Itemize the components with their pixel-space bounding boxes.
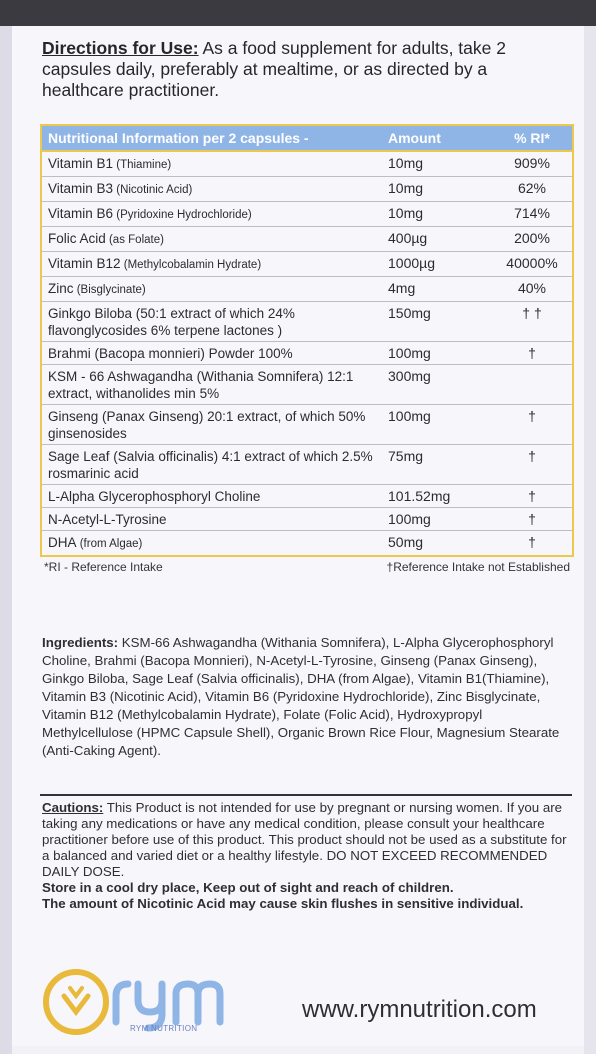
nutrient-note: (as Folate): [105, 234, 164, 246]
nutrient-amount: 75mg: [388, 448, 424, 464]
logo-caption: RYM NUTRITION: [130, 1024, 198, 1033]
ingredients-section: [42, 634, 572, 760]
nutrient-amount: 10mg: [388, 205, 424, 221]
nutrient-label: Vitamin B12: [48, 256, 121, 271]
nutrient-amount: 1000µg: [388, 255, 435, 271]
table-row: [42, 404, 572, 444]
nutrient-amount: 10mg: [388, 180, 424, 196]
nutrient-label: Folic Acid: [48, 231, 106, 246]
nutrient-name: [42, 445, 388, 484]
brand-logo: [42, 966, 232, 1040]
nutrient-ri: †: [528, 345, 536, 361]
directions-heading: Directions for Use:: [42, 38, 199, 58]
nutrient-label: N-Acetyl-L-Tyrosine: [48, 512, 167, 527]
nutrient-amount: 100mg: [388, 511, 431, 527]
ingredients-heading: Ingredients:: [42, 635, 119, 650]
nutrient-name: [42, 508, 388, 530]
table-row: [42, 444, 572, 484]
nutrient-label: Ginkgo Biloba (50:1 extract of which 24% flavonglycosides 6% terpene lactones ): [48, 306, 295, 338]
nutrient-note: (Nicotinic Acid): [113, 184, 193, 196]
table-row: [42, 176, 572, 201]
nutrient-ri: 40%: [517, 280, 547, 296]
nutrient-amount: 400µg: [388, 230, 428, 246]
nutrient-amount: 101.52mg: [388, 488, 451, 504]
nutrient-label: Ginseng (Panax Ginseng) 20:1 extract, of which 50% ginsenosides: [48, 409, 366, 441]
table-row: [42, 301, 572, 341]
header-ri: % RI*: [514, 130, 550, 146]
nutrient-label: L-Alpha Glycerophosphoryl Choline: [48, 489, 261, 504]
cautions-text: This Product is not intended for use by pregnant or nursing women. If you are taking any medications or have any medical condition, please consult your healthcare practitioner before use of this product. This product should not be used as a substitute for a balanced and varied diet or a healthy lifestyle. DO NOT EXCEED RECOMMENDED DAILY DOSE.: [42, 800, 567, 879]
divider: [40, 794, 572, 796]
ingredients-text: KSM-66 Ashwagandha (Withania Somnifera), L-Alpha Glycerophosphoryl Choline, Brahmi (Bacopa Monnieri), N-Acetyl-L-Tyrosine, Ginseng (Panax Ginseng), Ginkgo Biloba, Sage Leaf (Salvia officinalis), DHA (from Algae), Vitamin B1(Thiamine), Vitamin B3 (Nicotinic Acid), Vitamin B6 (Pyridoxine Hydrochloride), Zinc Bisglycinate, Vitamin B12 (Methylcobalamin Hydrate), Folate (Folic Acid), Hydroxypropyl Methylcellulose (HPMC Capsule Shell), Organic Brown Rice Flour, Magnesium Stearate (Anti-Caking Agent).: [42, 635, 560, 758]
table-row: [42, 341, 572, 364]
nutrient-name: [42, 227, 388, 251]
left-edge: [0, 26, 12, 1054]
nutrient-ri: 40000%: [506, 255, 558, 271]
nutrient-amount: 300mg: [388, 368, 431, 384]
nutrient-name: [42, 277, 388, 301]
nutrient-ri: 909%: [514, 155, 550, 171]
niacin-warning: The amount of Nicotinic Acid may cause skin flushes in sensitive individual.: [42, 896, 524, 911]
nutrient-amount: 10mg: [388, 155, 424, 171]
nutrient-name: [42, 202, 388, 226]
nutrition-table-body: [42, 150, 572, 555]
nutrient-name: [42, 177, 388, 201]
nutrition-table-header: [42, 126, 572, 150]
nutrient-ri: † †: [522, 305, 542, 321]
nutrient-name: [42, 531, 388, 555]
table-row: [42, 484, 572, 507]
directions-text: As a food supplement for adults, take 2 capsules daily, preferably at mealtime, or as directed by a healthcare practitioner.: [42, 38, 506, 100]
table-row: [42, 201, 572, 226]
right-edge: [584, 26, 596, 1054]
nutrient-note: (Methylcobalamin Hydrate): [120, 259, 262, 271]
nutrient-ri: †: [528, 488, 536, 504]
table-row: [42, 150, 572, 176]
nutrient-name: [42, 302, 388, 341]
nutrient-amount: 50mg: [388, 534, 424, 550]
nutrient-amount: 150mg: [388, 305, 431, 321]
nutrient-name: [42, 342, 388, 364]
product-label: [12, 26, 584, 1046]
nutrient-label: Sage Leaf (Salvia officinalis) 4:1 extract of which 2.5% rosmarinic acid: [48, 449, 373, 481]
table-row: [42, 276, 572, 301]
nutrient-label: KSM - 66 Ashwagandha (Withania Somnifera) 12:1 extract, withanolides min 5%: [48, 369, 354, 401]
nutrient-amount: 100mg: [388, 345, 431, 361]
table-row: [42, 364, 572, 404]
nutrient-ri: †: [528, 448, 536, 464]
nutrient-label: DHA: [48, 535, 77, 550]
table-row: [42, 226, 572, 251]
website-url: www.rymnutrition.com: [302, 996, 537, 1023]
table-row: [42, 530, 572, 555]
nutrient-note: (Bisglycinate): [73, 284, 146, 296]
header-nutrient: Nutritional Information per 2 capsules -: [48, 130, 309, 146]
nutrient-name: [42, 485, 388, 507]
cautions-heading: Cautions:: [42, 800, 104, 815]
nutrient-name: [42, 405, 388, 444]
table-row: [42, 507, 572, 530]
nutrient-note: (from Algae): [76, 538, 143, 550]
header-amount: Amount: [388, 130, 441, 146]
nutrient-ri: 200%: [514, 230, 550, 246]
nutrient-name: [42, 252, 388, 276]
nutrient-ri: 714%: [514, 205, 550, 221]
nutrient-label: Vitamin B6: [48, 206, 114, 221]
nutrient-ri: †: [528, 534, 536, 550]
nutrient-name: [42, 365, 388, 404]
nutrient-label: Brahmi (Bacopa monnieri) Powder 100%: [48, 346, 293, 361]
cautions-section: [42, 800, 572, 912]
nutrient-note: (Thiamine): [113, 159, 172, 171]
nutrient-label: Zinc: [48, 281, 74, 296]
nutrient-ri: †: [528, 408, 536, 424]
nutrient-ri: 62%: [517, 180, 547, 196]
nutrient-name: [42, 152, 388, 176]
footnote-dagger: †Reference Intake not Established: [386, 560, 570, 574]
table-row: [42, 251, 572, 276]
footnotes: [44, 560, 570, 574]
top-edge: [0, 0, 596, 26]
nutrient-amount: 100mg: [388, 408, 431, 424]
nutrient-label: Vitamin B3: [48, 181, 114, 196]
directions-section: [42, 38, 562, 101]
nutrient-ri: †: [528, 511, 536, 527]
nutrient-label: Vitamin B1: [48, 156, 114, 171]
nutrient-note: (Pyridoxine Hydrochloride): [113, 209, 252, 221]
nutrient-amount: 4mg: [388, 280, 416, 296]
footnote-ri: *RI - Reference Intake: [44, 560, 163, 574]
nutrient-ri: [492, 365, 572, 404]
storage-text: Store in a cool dry place, Keep out of sight and reach of children.: [42, 880, 454, 895]
nutrition-table: [40, 124, 574, 557]
